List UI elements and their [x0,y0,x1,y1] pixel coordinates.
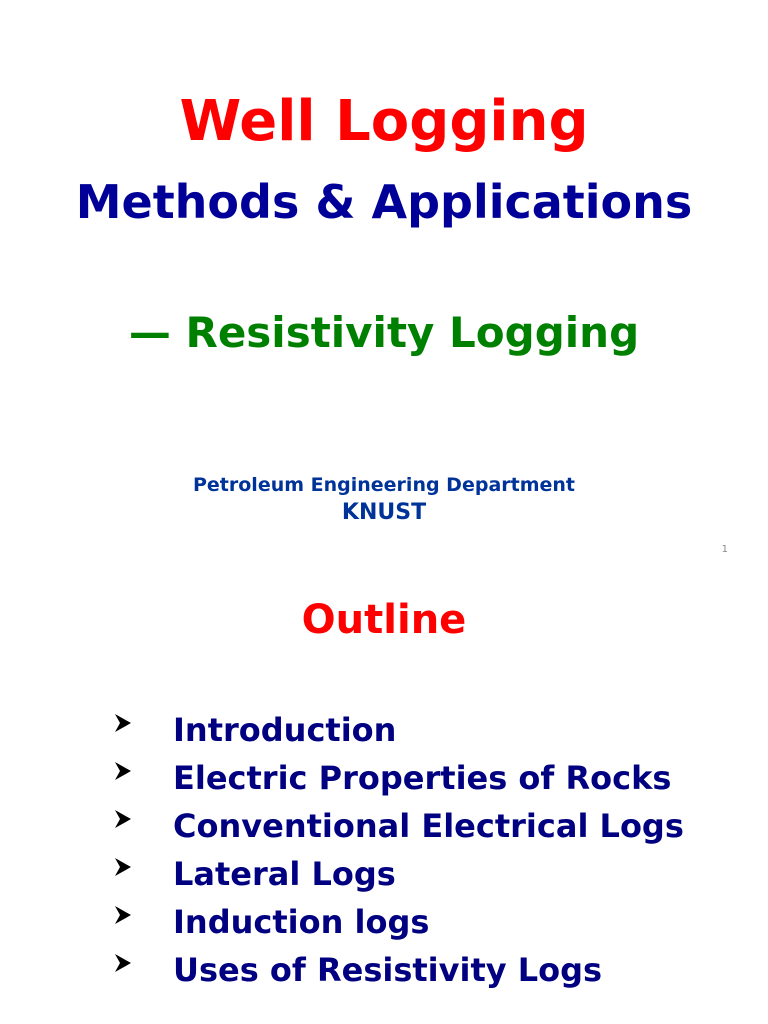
arrowhead-bullet-icon [113,712,133,734]
outline-list [0,708,768,996]
list-item [0,948,768,996]
outline-item-label: Introduction [173,711,397,749]
outline-item-label: Electric Properties of Rocks [173,759,672,797]
list-item [0,708,768,756]
list-item [0,900,768,948]
arrowhead-bullet-icon [113,952,133,974]
outline-title: Outline [301,597,467,643]
list-item [0,804,768,852]
list-item [0,852,768,900]
institution-name: KNUST [341,500,427,525]
outline-slide [0,560,768,1024]
slide-title: Well Logging [179,89,589,154]
arrowhead-bullet-icon [113,760,133,782]
slide-subtitle: Methods & Applications [75,175,693,229]
arrowhead-bullet-icon [113,856,133,878]
department-name: Petroleum Engineering Department [192,474,576,496]
slide-topic: — Resistivity Logging [128,308,640,357]
arrowhead-bullet-icon [113,904,133,926]
outline-item-label: Lateral Logs [173,855,396,893]
arrowhead-bullet-icon [113,808,133,830]
page-number: 1 [721,544,728,555]
outline-item-label: Conventional Electrical Logs [173,807,684,845]
list-item [0,756,768,804]
outline-item-label: Induction logs [173,903,430,941]
outline-item-label: Uses of Resistivity Logs [173,951,603,989]
